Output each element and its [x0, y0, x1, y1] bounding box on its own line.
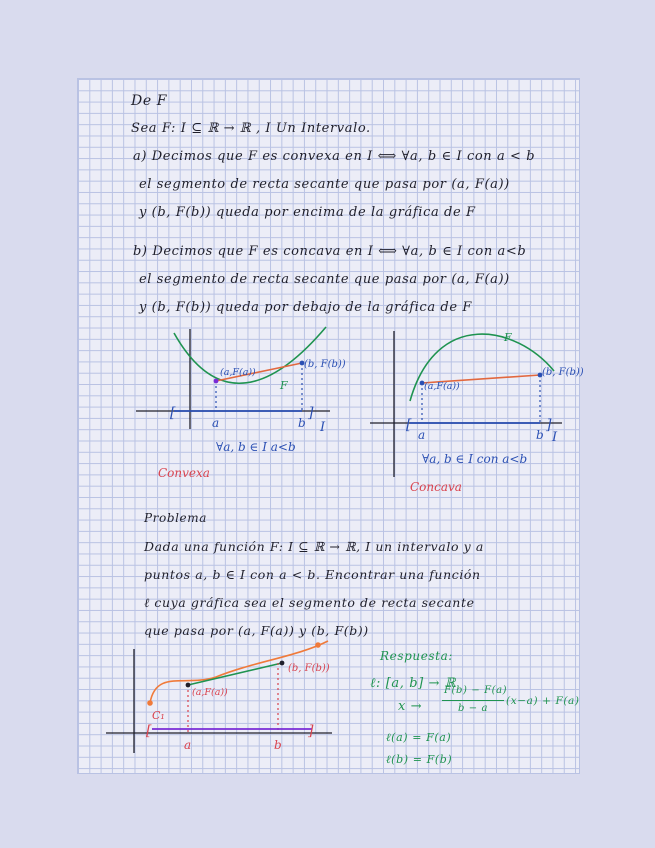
problem-line-2: puntos a, b ∈ I con a < b. Encontrar una función — [144, 567, 481, 582]
convex-definition-line-3: y (b, F(b)) queda por encima de la gráfica de F — [139, 205, 476, 220]
problem-bracket-left: [ — [146, 723, 152, 739]
definition-heading: De F — [131, 93, 168, 109]
concave-tick-a: a — [418, 428, 426, 442]
concave-bracket-right: ] — [546, 417, 552, 433]
problem-point-a — [186, 683, 191, 688]
concave-condition: ∀a, b ∈ I con a<b — [422, 452, 528, 466]
concave-caption: Concava — [410, 480, 462, 494]
concave-definition-line-2: el segmento de recta secante que pasa por (a, F(a)) — [139, 272, 510, 287]
definition-intro: Sea F: I ⊆ ℝ → ℝ , I Un Intervalo. — [131, 121, 371, 136]
concave-tick-b: b — [536, 428, 544, 442]
problem-tick-a: a — [184, 738, 192, 752]
convex-tick-b: b — [298, 416, 306, 430]
answer-heading: Respuesta: — [380, 649, 453, 663]
problem-line-1: Dada una función F: I ⊆ ℝ → ℝ, I un intervalo y a — [144, 539, 484, 554]
convex-caption: Convexa — [158, 466, 210, 480]
problem-curve-start — [147, 700, 153, 706]
convex-point-a-label: (a,F(a)) — [220, 367, 256, 378]
problem-point-b-label: (b, F(b)) — [288, 663, 330, 674]
convex-bracket-left: [ — [170, 405, 176, 421]
problem-point-b — [280, 661, 285, 666]
convex-graph — [130, 325, 346, 485]
problem-point-a-label: (a,F(a)) — [192, 687, 228, 698]
problem-curve-label: C₁ — [152, 709, 165, 722]
concave-graph — [366, 327, 586, 507]
concave-interval-label: I — [552, 430, 558, 445]
answer-check-a: ℓ(a) = F(a) — [386, 731, 452, 744]
concave-bracket-left: [ — [406, 417, 412, 433]
problem-tick-b: b — [274, 738, 282, 752]
concave-point-a-label: (a,F(a)) — [424, 381, 460, 392]
problem-bracket-right: ] — [308, 723, 314, 739]
problem-line-4: que pasa por (a, F(a)) y (b, F(b)) — [144, 623, 369, 638]
convex-condition: ∀a, b ∈ I a<b — [216, 440, 296, 454]
convex-definition-line-1: a) Decimos que F es convexa en I ⟺ ∀a, b ∈ I con a < b — [133, 149, 536, 164]
problem-line-3: ℓ cuya gráfica sea el segmento de recta secante — [144, 595, 475, 610]
concave-definition-line-3: y (b, F(b)) queda por debajo de la gráfica de F — [139, 300, 472, 315]
convex-curve-label: F — [280, 379, 288, 392]
convex-tick-a: a — [212, 416, 220, 430]
concave-point-b-label: (b, F(b)) — [542, 367, 584, 378]
answer-fraction-bar — [442, 700, 504, 701]
answer-rule-prefix: x → — [398, 699, 423, 714]
problem-heading: Problema — [144, 511, 207, 525]
convex-definition-line-2: el segmento de recta secante que pasa por (a, F(a)) — [139, 177, 510, 192]
answer-rule-suffix: (x−a) + F(a) — [506, 695, 580, 707]
problem-graph — [106, 639, 346, 764]
convex-interval-label: I — [320, 420, 326, 435]
answer-map: ℓ: [a, b] → ℝ — [370, 676, 457, 691]
convex-point-a — [214, 379, 219, 384]
answer-check-b: ℓ(b) = F(b) — [386, 753, 453, 766]
concave-definition-line-1: b) Decimos que F es concava en I ⟺ ∀a, b ∈ I con a<b — [133, 244, 527, 259]
problem-curve-end — [315, 642, 321, 648]
convex-bracket-right: ] — [308, 405, 314, 421]
convex-point-b-label: (b, F(b)) — [304, 359, 346, 370]
grid-paper-page — [77, 78, 584, 774]
answer-fraction-denominator: b − a — [458, 703, 489, 714]
problem-secant-line — [188, 663, 282, 685]
concave-curve-label: F — [504, 331, 512, 344]
answer-fraction-numerator: F(b) − F(a) — [444, 685, 508, 696]
